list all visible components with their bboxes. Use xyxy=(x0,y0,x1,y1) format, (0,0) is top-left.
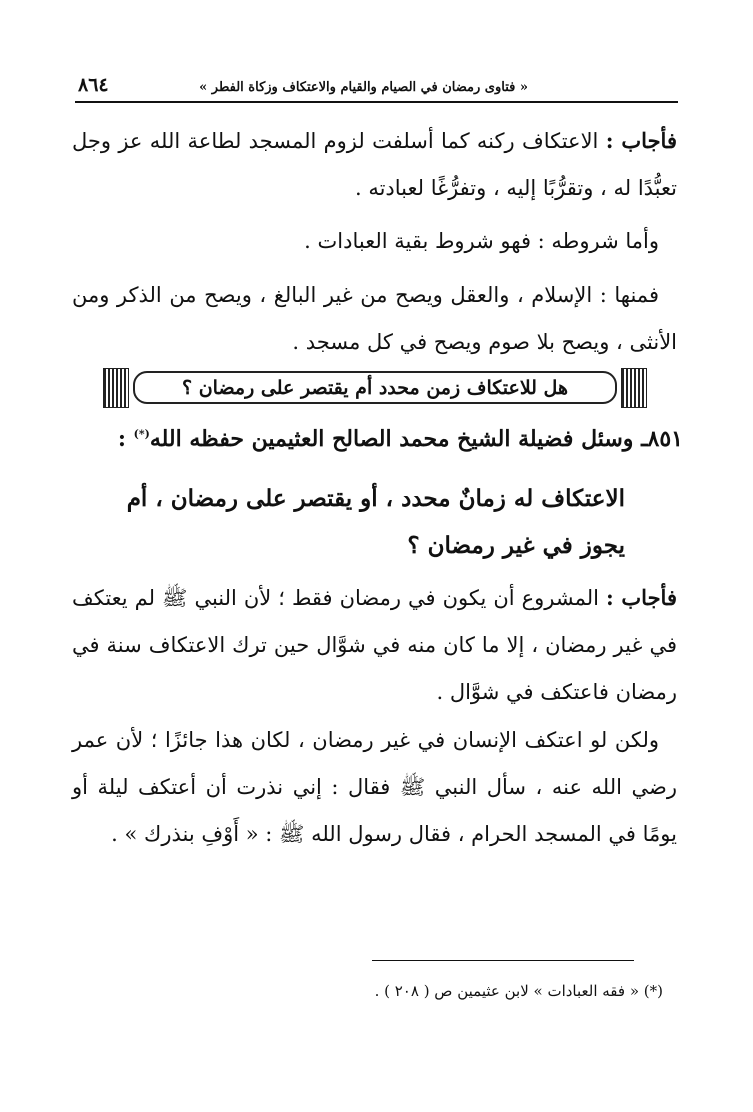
conditions-list-paragraph xyxy=(72,272,677,366)
conditions-list-text: فمنها : الإسلام ، والعقل ويصح من غير البالغ ، ويصح من الذكر ومن الأنثى ، ويصح بلا صوم ويصح في كل مسجد . xyxy=(72,283,677,354)
conditions-text: وأما شروطه : فهو شروط بقية العبادات . xyxy=(304,229,659,253)
footnote-rule xyxy=(372,960,634,961)
question-text: الاعتكاف له زمانٌ محدد ، أو يقتصر على رمضان ، أم يجوز في غير رمضان ؟ xyxy=(126,485,625,559)
page-number: ٨٦٤ xyxy=(78,74,109,96)
answer-paragraph-3 xyxy=(72,717,677,858)
running-header xyxy=(78,70,658,100)
answer-text: المشروع أن يكون في رمضان فقط ؛ لأن النبي ﷺ لم يعتكف في غير رمضان ، إلا ما كان منه في شوَّال حين ترك الاعتكاف سنة في رمضان فاعتكف في شوَّال . xyxy=(72,586,677,704)
section-heading: هل للاعتكاف زمن محدد أم يقتصر على رمضان ؟ xyxy=(133,371,617,404)
banner-ornament-left xyxy=(103,368,129,408)
running-title: « فتاوى رمضان في الصيام والقيام والاعتكاف وزكاة الفطر » xyxy=(199,80,528,95)
answer-lead: فأجاب : xyxy=(606,585,677,610)
fatwa-number: ٨٥١ـ xyxy=(641,426,683,452)
section-banner xyxy=(103,368,647,408)
answer-text: ولكن لو اعتكف الإنسان في غير رمضان ، لكان هذا جائزًا ؛ لأن عمر رضي الله عنه ، سأل النبي ﷺ فقال : إني نذرت أن أعتكف ليلة أو يومًا في المسجد الحرام ، فقال رسول الله ﷺ : « أَوْفِ بنذرك » . xyxy=(72,728,677,846)
fatwa-heading xyxy=(118,426,683,452)
answer-lead: فأجاب : xyxy=(605,128,677,153)
header-rule xyxy=(75,101,678,103)
answer-paragraph-1 xyxy=(72,117,677,212)
conditions-paragraph xyxy=(72,218,677,265)
banner-ornament-right xyxy=(621,368,647,408)
footnote: (*) « فقه العبادات » لابن عثيمين ص ( ٢٠٨ ) . xyxy=(374,982,663,1000)
answer-paragraph-2 xyxy=(72,574,677,716)
footnote-marker: (*) xyxy=(133,427,150,441)
answer-text: الاعتكاف ركنه كما أسلفت لزوم المسجد لطاعة الله عز وجل تعبُّدًا له ، وتقرُّبًا إليه ، وتفرُّغًا لعبادته . xyxy=(72,129,677,200)
fatwa-colon: : xyxy=(117,426,134,452)
fatwa-intro: وسئل فضيلة الشيخ محمد الصالح العثيمين حفظه الله xyxy=(149,426,642,452)
